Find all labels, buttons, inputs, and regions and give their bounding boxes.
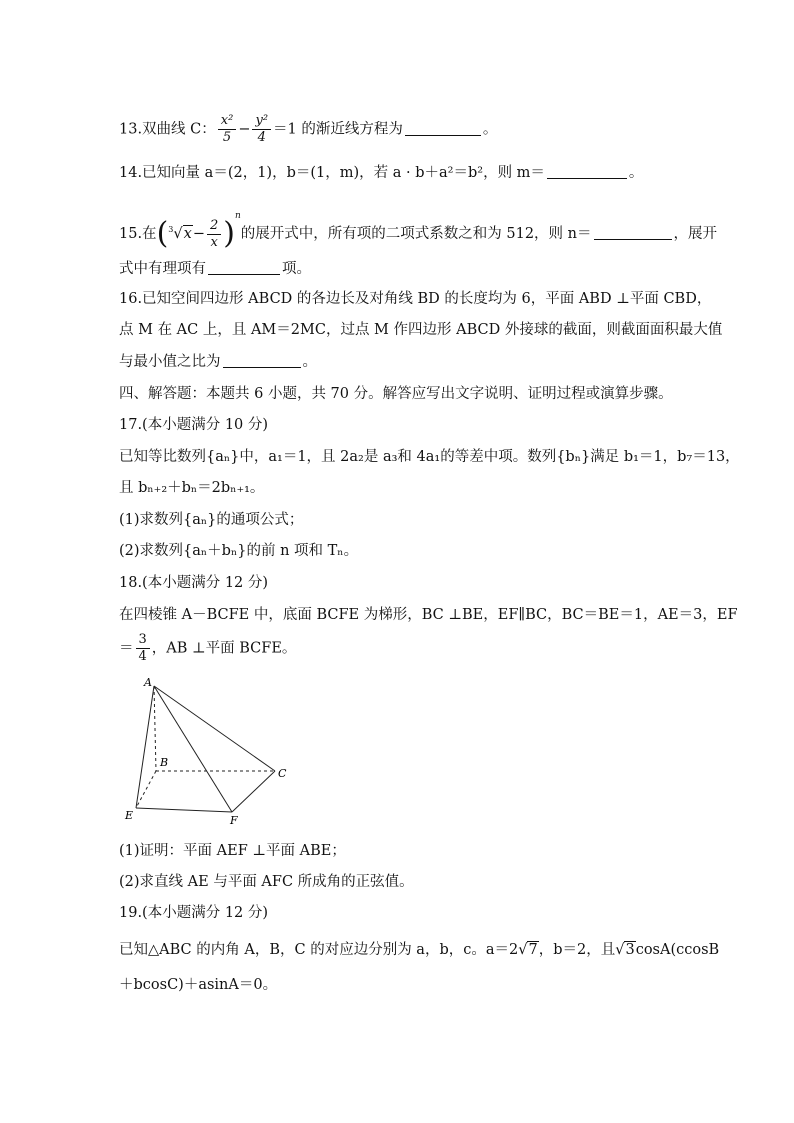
question-19-line1: 已知△ABC 的内角 A，B，C 的对应边分别为 a，b，c。a＝2√7，b＝2，且√3cosA(ccosB [119,942,720,958]
edge-EF [136,808,232,812]
answer-blank[interactable] [208,260,280,275]
edge-FC [232,771,275,812]
question-18-part1: (1)证明：平面 AEF ⊥平面 ABE； [119,843,346,859]
question-18-line2: ＝ $\frac{3}{4}$ ，AB ⊥平面 BCFE。 [119,632,297,664]
edge-AF [154,686,232,812]
answer-blank[interactable] [405,121,481,136]
question-16-line2: 点 M 在 AC 上，且 AM＝2MC，过点 M 作四边形 ABCD 外接球的截面，则截面面积最大值 [119,322,723,338]
label-B: B [160,756,169,769]
answer-blank[interactable] [547,164,627,179]
question-19-line2: ＋bcosC)＋asinA＝0。 [119,977,278,993]
question-14: 14.已知向量 a＝(2，1)，b＝(1，m)，若 a · b＋a²＝b²，则 m＝ 。 [119,165,644,181]
edge-AC [154,686,275,771]
question-15: 15.在($^3$√x− $\frac{2}{x}$ )$^n$的展开式中，所有项的二项式系数之和为 512，则 n＝ ，展开 [119,211,717,251]
cube-root: $^3$√x [168,225,192,242]
sqrt-7: √7 [518,942,538,958]
question-17-part1: (1)求数列{aₙ}的通项公式； [119,512,304,528]
question-15-line2: 式中有理项有 项。 [119,261,311,277]
question-18-part2: (2)求直线 AE 与平面 AFC 所成角的正弦值。 [119,874,414,890]
question-17-part2: (2)求数列{aₙ＋bₙ}的前 n 项和 Tₙ。 [119,543,359,559]
label-C: C [278,767,287,780]
question-18-header: 18.(本小题满分 12 分) [119,575,269,591]
question-17-line2: 且 bₙ₊₂＋bₙ＝2bₙ₊₁。 [119,480,265,496]
label-F: F [230,814,238,824]
question-19-header: 19.(本小题满分 12 分) [119,905,269,921]
section-heading: 四、解答题：本题共 6 小题，共 70 分。解答应写出文字说明、证明过程或演算步骤。 [119,386,673,402]
sqrt-3: √3 [615,942,635,958]
question-13: 13.双曲线 C： $\frac{\text{x²}}{5}$ − $\frac{\text{y²}}{4}$ ＝1 的渐近线方程为 。 [119,113,498,145]
label-E: E [125,809,134,822]
q13-fraction-x: $\frac{\text{x²}}{5}$ [218,113,237,146]
q13-fraction-y: $\frac{\text{y²}}{4}$ [252,113,271,146]
question-17-line1: 已知等比数列{aₙ}中，a₁＝1，且 2a₂是 a₃和 4a₁的等差中项。数列{bₙ}满足 b₁＝1，b₇＝13， [119,449,740,465]
q15-fraction: $\frac{2}{x}$ [207,218,221,251]
edge-AB [154,686,156,771]
question-17-header: 17.(本小题满分 10 分) [119,417,269,433]
answer-blank[interactable] [594,225,672,240]
question-16-line1: 16.已知空间四边形 ABCD 的各边长及对角线 BD 的长度均为 6，平面 ABD ⊥平面 CBD， [119,291,712,307]
q13-prefix: 13.双曲线 C： [119,121,216,138]
pyramid-figure [120,674,300,824]
q18-fraction: $\frac{3}{4}$ [136,632,150,665]
edge-AE [136,686,154,808]
question-18-line1: 在四棱锥 A－BCFE 中，底面 BCFE 为梯形，BC ⊥BE，EF∥BC，BC＝BE＝1，AE＝3，EF [119,607,738,623]
question-16-line3: 与最小值之比为 。 [119,354,317,370]
answer-blank[interactable] [223,353,301,368]
label-A: A [144,676,152,689]
